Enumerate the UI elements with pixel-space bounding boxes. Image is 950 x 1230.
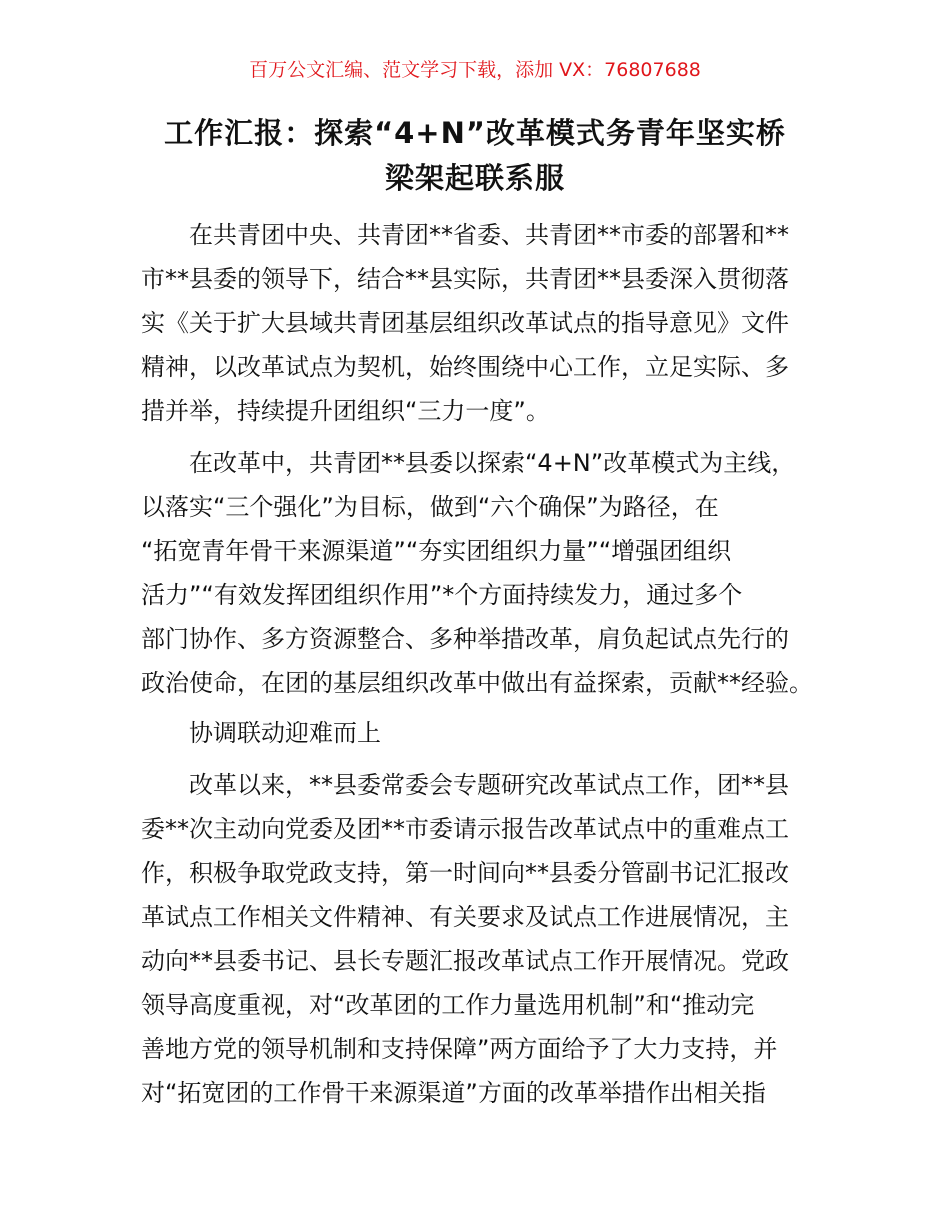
paragraph-line: “拓宽青年骨干来源渠道”“夯实团组织力量”“增强团组织: [141, 537, 732, 565]
paragraph-line: 活力”“有效发挥团组织作用”*个方面持续发力，通过多个: [141, 581, 743, 609]
paragraph-line: 善地方党的领导机制和支持保障”两方面给予了大力支持，并: [141, 1035, 778, 1063]
paragraph-line: 在改革中，共青团**县委以探索“4+N”改革模式为主线，: [189, 449, 796, 477]
paragraph-line: 改革以来，**县委常委会专题研究改革试点工作，团**县: [189, 771, 789, 799]
title-line-1: 工作汇报：探索“4+N”改革模式务青年坚实桥: [164, 116, 786, 150]
paragraph-line: 委**次主动向党委及团**市委请示报告改革试点中的重难点工: [141, 815, 789, 843]
paragraph-line: 精神，以改革试点为契机，始终围绕中心工作，立足实际、多: [141, 353, 789, 381]
paragraph-line: 以落实“三个强化”为目标，做到“六个确保”为路径，在: [141, 493, 719, 521]
paragraph-line: 部门协作、多方资源整合、多种举措改革，肩负起试点先行的: [141, 625, 789, 653]
paragraph-line: 对“拓宽团的工作骨干来源渠道”方面的改革举措作出相关指: [141, 1079, 766, 1107]
paragraph-line: 市**县委的领导下，结合**县实际，共青团**县委深入贯彻落: [141, 265, 789, 293]
paragraph-line: 政治使命，在团的基层组织改革中做出有益探索，贡献**经验。: [141, 669, 813, 697]
title-line-2: 梁架起联系服: [384, 161, 565, 195]
paragraph-line: 实《关于扩大县域共青团基层组织改革试点的指导意见》文件: [141, 309, 789, 337]
paragraph-line: 领导高度重视，对“改革团的工作力量选用机制”和“推动完: [141, 991, 755, 1019]
section-heading-text: 协调联动迎难而上: [189, 719, 381, 747]
paragraph-line: 在共青团中央、共青团**省委、共青团**市委的部署和**: [189, 221, 789, 249]
paragraph-line: 作，积极争取党政支持，第一时间向**县委分管副书记汇报改: [141, 859, 789, 887]
paragraph-line: 措并举，持续提升团组织“三力一度”。: [141, 397, 550, 425]
paragraph-line: 动向**县委书记、县长专题汇报改革试点工作开展情况。党政: [141, 947, 789, 975]
paragraph-line: 革试点工作相关文件精神、有关要求及试点工作进展情况，主: [141, 903, 789, 931]
watermark-banner: 百万公文汇编、范文学习下载，添加 VX：76807688: [249, 59, 701, 81]
